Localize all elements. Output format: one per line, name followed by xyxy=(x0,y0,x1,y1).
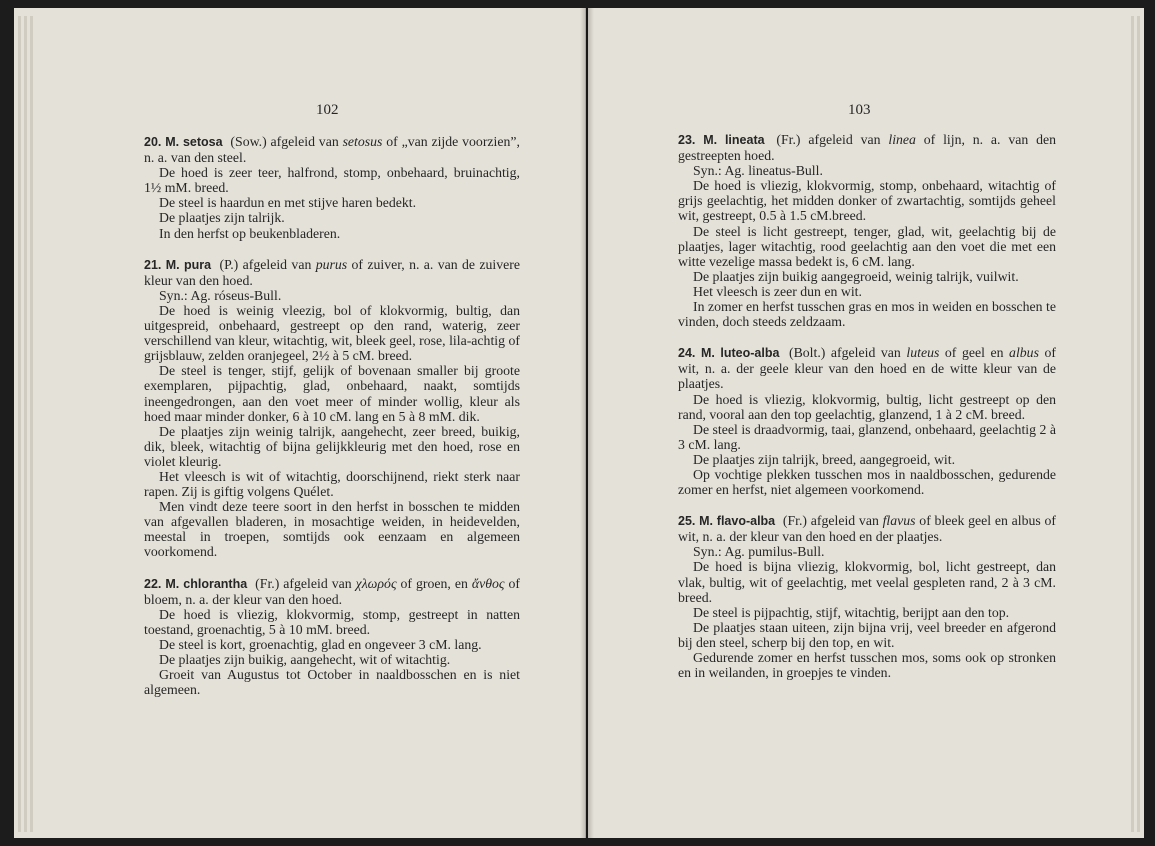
paragraph: Syn.: Ag. róseus-Bull. xyxy=(159,287,282,303)
entry-text: (Fr.) afgeleid van xyxy=(779,513,883,529)
paragraph: De plaatjes zijn talrijk. xyxy=(159,210,285,226)
species-heading: 25. M. flavo-alba xyxy=(678,514,776,529)
paragraph: De hoed is zeer teer, halfrond, stomp, onbehaard, bruinachtig, 1½ mM. breed. xyxy=(144,165,520,196)
paragraph: Groeit van Augustus tot October in naaldbosschen en is niet algemeen. xyxy=(144,667,520,698)
latin-term: setosus xyxy=(342,134,383,149)
latin-term: linea xyxy=(888,132,916,147)
open-book xyxy=(6,4,1149,844)
entry-text: (Fr.) afgeleid van xyxy=(251,575,356,591)
paragraph: Gedurende zomer en herfst tusschen mos, soms ook op stronken en in weilanden, in groepjes te vinden. xyxy=(678,650,1056,681)
species-heading: 22. M. chlorantha xyxy=(144,576,248,591)
paragraph: De steel is licht gestreept, tenger, glad, wit, geelachtig bij de plaatjes, lager witachtig, rood geelachtig aan den voet die met een witte vezelige massa bedekt is, 6 cM. lang. xyxy=(678,223,1056,269)
latin-term: χλωρός xyxy=(355,575,397,591)
entry-text: of wit, n. a. der geele kleur van den hoed en de witte kleur van de plaatjes. xyxy=(678,345,1056,392)
entry-text: of groen, en xyxy=(396,575,472,591)
species-entry xyxy=(144,134,520,165)
page-edge xyxy=(1137,16,1140,832)
entry-text: (Bolt.) afgeleid van xyxy=(783,345,907,361)
paragraph: De plaatjes zijn buikig aangegroeid, weinig talrijk, vuilwit. xyxy=(693,268,1019,284)
paragraph: De hoed is vliezig, klokvormig, stomp, onbehaard, witachtig of grijs geelachtig, het midden donker of zwartachtig, somtijds geheel wit, gestreept, 0.5 à 1.5 cM.breed. xyxy=(678,178,1056,224)
right-page xyxy=(588,8,1144,838)
paragraph: De hoed is bijna vliezig, klokvormig, bol, licht gestreept, dan vlak, bultig, wit of geelachtig, met veelal gespleten rand, 2 à 3 cM. breed. xyxy=(678,559,1056,605)
entry-text: of zuiver, n. a. van de zuivere kleur van den hoed. xyxy=(144,256,520,288)
species-entry xyxy=(678,345,1056,391)
paragraph: De hoed is vliezig, klokvormig, bultig, licht gestreept op den rand, vooral aan den top geelachtig, glanzend, 1 à 2 cM. breed. xyxy=(678,391,1056,422)
paragraph: De steel is pijpachtig, stijf, witachtig, berijpt aan den top. xyxy=(693,604,1010,620)
paragraph: In zomer en herfst tusschen gras en mos in weiden en bosschen te vinden, doch steeds zeldzaam. xyxy=(678,299,1056,330)
paragraph: Het vleesch is zeer dun en wit. xyxy=(693,283,862,299)
paragraph: De plaatjes zijn talrijk, breed, aangegroeid, wit. xyxy=(693,451,956,467)
paragraph: De steel is kort, groenachtig, glad en ongeveer 3 cM. lang. xyxy=(159,636,482,652)
page-edge xyxy=(1131,16,1134,832)
latin-term: ἄνθος xyxy=(471,575,505,591)
entry-text: of lijn, n. a. van den gestreepten hoed. xyxy=(678,132,1056,164)
page-number: 102 xyxy=(316,102,339,118)
entry-text: of „van zijde voorzien”, n. a. van den steel. xyxy=(144,134,520,166)
paragraph: De hoed is vliezig, klokvormig, stomp, gestreept in natten toestand, groenachtig, 5 à 10 mM. breed. xyxy=(144,606,520,637)
latin-term: luteus xyxy=(906,345,940,361)
latin-term: flavus xyxy=(882,513,916,529)
entry-text: of geel en xyxy=(939,345,1010,361)
latin-term: purus xyxy=(315,256,348,272)
paragraph: Syn.: Ag. lineatus-Bull. xyxy=(693,163,823,179)
latin-term: albus xyxy=(1009,345,1039,361)
entry-text: (Sow.) afgeleid van xyxy=(226,134,343,149)
paragraph: Op vochtige plekken tusschen mos in naaldbosschen, gedurende zomer en herfst, niet algemeen voorkomend. xyxy=(678,466,1056,498)
page-text xyxy=(144,134,520,697)
book-gutter xyxy=(580,8,594,838)
paragraph: Men vindt deze teere soort in den herfst in bosschen te midden van afgevallen bladeren, in mosachtige weiden, in heidevelden, meestal in troepen, somtijds ook eenzaam en algemeen voorkomend. xyxy=(144,499,520,560)
paragraph: De steel is tenger, stijf, gelijk of bovenaan smaller bij groote exemplaren, pijpachtig, glad, onbehaard, naakt, somtijds ineengedrongen, aan den voet meer of minder wollig, kleur als hoed maar minder donker, 6 à 10 cM. lang en 5 à 8 mM. dik. xyxy=(144,363,520,424)
species-heading: 23. M. lineata xyxy=(678,133,765,147)
entry-text: (P.) afgeleid van xyxy=(215,256,316,272)
left-page xyxy=(14,8,586,838)
species-heading: 24. M. luteo-alba xyxy=(678,346,780,361)
species-heading: 20. M. setosa xyxy=(144,135,223,149)
paragraph: De steel is draadvormig, taai, glanzend, onbehaard, geelachtig 2 à 3 cM. lang. xyxy=(678,421,1056,452)
entry-text: (Fr.) afgeleid van xyxy=(768,132,889,147)
species-entry xyxy=(678,132,1056,163)
paragraph: De steel is haardun en met stijve haren bedekt. xyxy=(159,195,417,211)
page-edge xyxy=(18,16,21,832)
species-heading: 21. M. pura xyxy=(144,257,212,272)
paragraph: De plaatjes zijn weinig talrijk, aangehecht, zeer breed, buikig, dik, bleek, witachtig of bijna gelijkkleurig met den hoed, rose en violet kleurig. xyxy=(144,423,520,469)
entry-text: of bloem, n. a. der kleur van den hoed. xyxy=(144,575,520,607)
species-entry xyxy=(144,576,520,607)
entry-text: of bleek geel en albus of wit, n. a. der kleur van den hoed en der plaatjes. xyxy=(678,513,1056,545)
paragraph: De plaatjes staan uiteen, zijn bijna vrij, veel breeder en afgerond bij den steel, scherp bij den top, en wit. xyxy=(678,619,1056,650)
page-number: 103 xyxy=(848,102,871,118)
paragraph: Het vleesch is wit of witachtig, doorschijnend, riekt sterk naar rapen. Zij is giftig volgens Quélet. xyxy=(144,468,520,500)
paragraph: Syn.: Ag. pumilus-Bull. xyxy=(693,544,825,560)
species-entry xyxy=(144,257,520,288)
species-entry xyxy=(678,513,1056,544)
page-edge xyxy=(24,16,27,832)
paragraph: De hoed is weinig vleezig, bol of klokvormig, bultig, dan uitgespreid, onbehaard, gestreept op den rand, waterig, zeer verschillend van kleur, witachtig, wit, bleek geel, rose, lila-achtig of grijsblauw, zelden oranjegeel, 2½ à 5 cM. breed. xyxy=(144,302,520,364)
paragraph: In den herfst op beukenbladeren. xyxy=(159,225,341,241)
page-text xyxy=(678,132,1056,680)
page-edge xyxy=(30,16,33,832)
paragraph: De plaatjes zijn buikig, aangehecht, wit of witachtig. xyxy=(159,652,451,667)
